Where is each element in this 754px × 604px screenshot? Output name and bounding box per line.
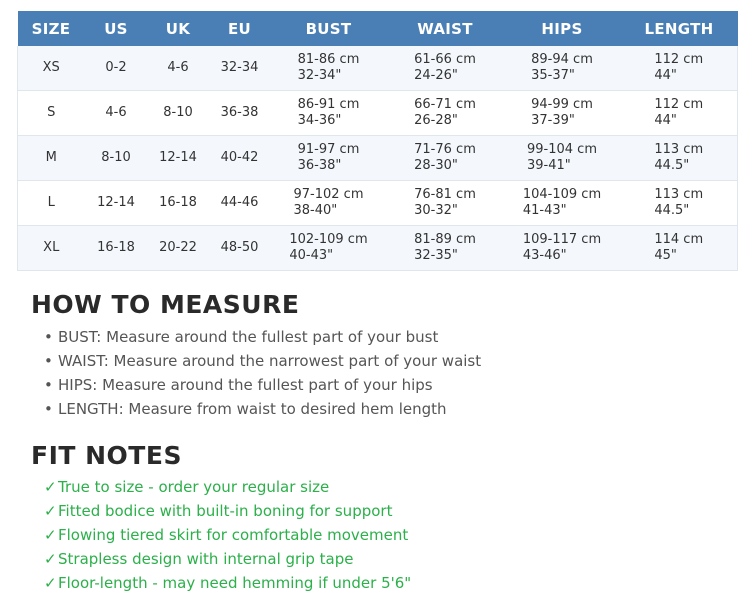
length-measurement bbox=[654, 232, 703, 264]
hips-measurement bbox=[531, 52, 593, 84]
bust-cm: 97-102 cm bbox=[293, 187, 364, 202]
table-row bbox=[18, 136, 738, 181]
size-cell: M bbox=[18, 136, 85, 181]
waist-inches: 32-35" bbox=[414, 248, 458, 263]
length-inches: 44.5" bbox=[654, 203, 690, 218]
measure-item bbox=[44, 325, 481, 349]
fit-note-item-text: Fitted bodice with built-in boning for support bbox=[58, 502, 393, 520]
bust-inches: 36-38" bbox=[297, 158, 342, 173]
fit-note-item-text: Strapless design with internal grip tape bbox=[58, 550, 354, 568]
length-cell bbox=[621, 136, 738, 181]
uk-cell: 20-22 bbox=[148, 226, 209, 271]
header-eu: EU bbox=[209, 11, 271, 46]
checkmark-icon: ✓ bbox=[44, 478, 57, 496]
size-chart bbox=[17, 11, 737, 271]
fit-note-item-text: Flowing tiered skirt for comfortable movement bbox=[58, 526, 409, 544]
bust-cm: 102-109 cm bbox=[289, 232, 368, 247]
eu-cell: 32-34 bbox=[209, 46, 271, 91]
measure-item-text: LENGTH: Measure from waist to desired hem length bbox=[58, 400, 447, 418]
fit-note-item-text: True to size - order your regular size bbox=[58, 478, 330, 496]
waist-inches: 30-32" bbox=[414, 203, 458, 218]
length-measurement bbox=[654, 187, 703, 219]
waist-cm: 66-71 cm bbox=[414, 97, 476, 112]
checkmark-icon: ✓ bbox=[44, 502, 57, 520]
waist-measurement bbox=[414, 52, 476, 84]
hips-cell bbox=[504, 181, 621, 226]
bullet-icon: • bbox=[44, 352, 53, 370]
eu-cell: 48-50 bbox=[209, 226, 271, 271]
hips-cm: 89-94 cm bbox=[531, 52, 593, 67]
size-rows bbox=[18, 46, 738, 271]
length-cell bbox=[621, 181, 738, 226]
fit-note-item bbox=[44, 499, 411, 523]
uk-cell: 8-10 bbox=[148, 91, 209, 136]
table-row bbox=[18, 91, 738, 136]
waist-inches: 24-26" bbox=[414, 68, 458, 83]
waist-cell bbox=[387, 136, 504, 181]
length-inches: 44.5" bbox=[654, 158, 690, 173]
waist-measurement bbox=[414, 232, 476, 264]
hips-measurement bbox=[523, 187, 601, 219]
bust-measurement bbox=[298, 52, 360, 84]
bust-cell bbox=[271, 91, 387, 136]
bust-cm: 91-97 cm bbox=[297, 142, 360, 157]
measure-item-text: HIPS: Measure around the fullest part of your hips bbox=[58, 376, 433, 394]
bust-measurement bbox=[289, 232, 367, 264]
hips-measurement bbox=[527, 142, 597, 174]
bust-cm: 81-86 cm bbox=[297, 52, 360, 67]
checkmark-icon: ✓ bbox=[44, 550, 57, 568]
waist-cm: 61-66 cm bbox=[414, 52, 476, 67]
us-cell: 12-14 bbox=[85, 181, 148, 226]
waist-measurement bbox=[414, 187, 476, 219]
waist-inches: 26-28" bbox=[414, 113, 458, 128]
fit-notes-list bbox=[44, 475, 411, 595]
bullet-icon: • bbox=[44, 376, 53, 394]
header-row bbox=[18, 11, 738, 46]
length-inches: 44" bbox=[654, 68, 677, 83]
length-measurement bbox=[654, 142, 703, 174]
waist-cm: 76-81 cm bbox=[414, 187, 476, 202]
header-bust: BUST bbox=[271, 11, 387, 46]
checkmark-icon: ✓ bbox=[44, 574, 57, 592]
hips-cm: 109-117 cm bbox=[522, 232, 602, 247]
hips-cell bbox=[504, 226, 621, 271]
header-uk: UK bbox=[148, 11, 209, 46]
waist-inches: 28-30" bbox=[414, 158, 458, 173]
fit-note-item bbox=[44, 547, 411, 571]
hips-measurement bbox=[523, 232, 601, 264]
fit-note-item bbox=[44, 475, 411, 499]
measure-item bbox=[44, 397, 481, 421]
table-row bbox=[18, 46, 738, 91]
length-measurement bbox=[654, 52, 703, 84]
bust-inches: 34-36" bbox=[297, 113, 342, 128]
table-row bbox=[18, 226, 738, 271]
size-cell: XS bbox=[18, 46, 85, 91]
length-measurement bbox=[654, 97, 703, 129]
length-inches: 44" bbox=[654, 113, 677, 128]
fit-note-item bbox=[44, 523, 411, 547]
fit-notes-title: FIT NOTES bbox=[31, 441, 182, 470]
eu-cell: 36-38 bbox=[209, 91, 271, 136]
hips-cm: 104-109 cm bbox=[522, 187, 602, 202]
eu-cell: 40-42 bbox=[209, 136, 271, 181]
bust-measurement bbox=[298, 97, 360, 129]
eu-cell: 44-46 bbox=[209, 181, 271, 226]
fit-note-item bbox=[44, 571, 411, 595]
measure-item bbox=[44, 373, 481, 397]
length-cm: 113 cm bbox=[654, 142, 704, 157]
how-to-measure-list bbox=[44, 325, 481, 421]
us-cell: 0-2 bbox=[85, 46, 148, 91]
hips-inches: 43-46" bbox=[522, 248, 567, 263]
us-cell: 8-10 bbox=[85, 136, 148, 181]
hips-inches: 41-43" bbox=[522, 203, 567, 218]
hips-cell bbox=[504, 136, 621, 181]
bust-inches: 40-43" bbox=[289, 248, 334, 263]
size-chart-table bbox=[17, 11, 738, 271]
uk-cell: 16-18 bbox=[148, 181, 209, 226]
header-hips: HIPS bbox=[504, 11, 621, 46]
hips-inches: 35-37" bbox=[531, 68, 575, 83]
length-inches: 45" bbox=[654, 248, 677, 263]
uk-cell: 4-6 bbox=[148, 46, 209, 91]
hips-cm: 94-99 cm bbox=[531, 97, 593, 112]
length-cell bbox=[621, 91, 738, 136]
uk-cell: 12-14 bbox=[148, 136, 209, 181]
hips-cm: 99-104 cm bbox=[527, 142, 597, 157]
header-size: SIZE bbox=[18, 11, 85, 46]
header-us: US bbox=[85, 11, 148, 46]
bust-cm: 86-91 cm bbox=[297, 97, 360, 112]
bust-cell bbox=[271, 136, 387, 181]
hips-inches: 37-39" bbox=[531, 113, 575, 128]
bust-inches: 38-40" bbox=[293, 203, 338, 218]
bust-cell bbox=[271, 181, 387, 226]
waist-measurement bbox=[414, 97, 476, 129]
length-cell bbox=[621, 226, 738, 271]
waist-cell bbox=[387, 91, 504, 136]
us-cell: 4-6 bbox=[85, 91, 148, 136]
length-cm: 113 cm bbox=[654, 187, 704, 202]
waist-cell bbox=[387, 46, 504, 91]
bust-measurement bbox=[298, 142, 360, 174]
bullet-icon: • bbox=[44, 400, 53, 418]
how-to-measure-title: HOW TO MEASURE bbox=[31, 290, 300, 319]
bust-cell bbox=[271, 226, 387, 271]
hips-measurement bbox=[531, 97, 593, 129]
us-cell: 16-18 bbox=[85, 226, 148, 271]
length-cm: 114 cm bbox=[654, 232, 704, 247]
measure-item bbox=[44, 349, 481, 373]
length-cell bbox=[621, 46, 738, 91]
measure-item-text: BUST: Measure around the fullest part of your bust bbox=[58, 328, 439, 346]
waist-cell bbox=[387, 181, 504, 226]
hips-cell bbox=[504, 91, 621, 136]
size-cell: L bbox=[18, 181, 85, 226]
header-waist: WAIST bbox=[387, 11, 504, 46]
hips-cell bbox=[504, 46, 621, 91]
header-length: LENGTH bbox=[621, 11, 738, 46]
waist-cell bbox=[387, 226, 504, 271]
checkmark-icon: ✓ bbox=[44, 526, 57, 544]
size-cell: XL bbox=[18, 226, 85, 271]
fit-note-item-text: Floor-length - may need hemming if under 5'6" bbox=[58, 574, 412, 592]
size-cell: S bbox=[18, 91, 85, 136]
length-cm: 112 cm bbox=[654, 52, 704, 67]
bullet-icon: • bbox=[44, 328, 53, 346]
length-cm: 112 cm bbox=[654, 97, 704, 112]
measure-item-text: WAIST: Measure around the narrowest part of your waist bbox=[58, 352, 482, 370]
waist-cm: 71-76 cm bbox=[414, 142, 476, 157]
bust-inches: 32-34" bbox=[297, 68, 342, 83]
hips-inches: 39-41" bbox=[527, 158, 571, 173]
bust-cell bbox=[271, 46, 387, 91]
table-row bbox=[18, 181, 738, 226]
bust-measurement bbox=[294, 187, 364, 219]
waist-cm: 81-89 cm bbox=[414, 232, 476, 247]
waist-measurement bbox=[414, 142, 476, 174]
